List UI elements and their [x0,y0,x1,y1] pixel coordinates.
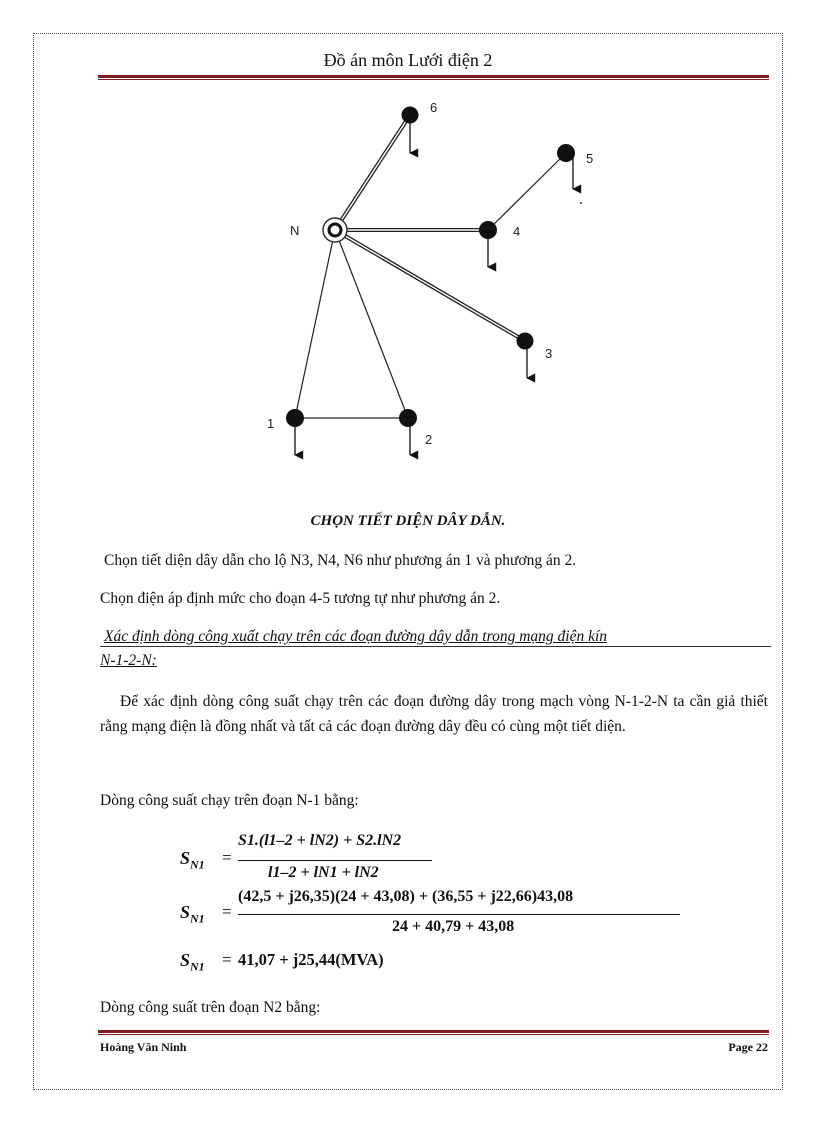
body-paragraph: Để xác định dòng công suất chạy trên các đoạn đường dây trong mạch vòng N-1-2-N ta cần giả thiết rằng mạng điện là đồng nhất và tất cả các đoạn đường dây đều có cùng một tiết diện. [100,693,768,735]
label-6: 6 [430,100,438,115]
header-rule [98,75,769,80]
node-4 [479,221,497,239]
label-1: 1 [267,416,275,431]
section-heading: CHỌN TIẾT DIỆN DÂY DẪN. [310,513,506,529]
formula-2-lhs: S [180,902,191,922]
formula-2-lhs-sub: N1 [190,911,205,926]
footer-rule [98,1030,769,1035]
subheading-line-b: N-1-2-N: [100,652,157,669]
formula-3-lhs: S [180,950,191,970]
line-4-5 [488,153,566,230]
node-2 [399,409,417,427]
node-1 [286,409,304,427]
line-n-2 [335,230,408,418]
text-line-3: Dòng công suất chạy trên đoạn N-1 bằng: [100,792,359,809]
source-node-n [323,218,347,242]
formula-2-denominator: 24 + 40,79 + 43,08 [392,918,515,935]
formula-1-denominator: l1–2 + lN1 + lN2 [268,864,379,881]
label-n: N [290,223,300,238]
subheading-rule [100,646,771,647]
node-3 [517,333,534,350]
text-line-4: Dòng công suất trên đoạn N2 bằng: [100,999,321,1016]
subheading-line-a: Xác định dòng công xuất chạy trên các đoạn đường dây dẫn trong mạng điện kín [104,628,608,645]
text-line-2: Chọn điện áp định mức cho đoạn 4-5 tương tự như phương án 2. [100,590,501,607]
label-2: 2 [425,432,433,447]
formula-1-numerator: S1.(l1–2 + lN2) + S2.lN2 [238,832,402,849]
text-line-1: Chọn tiết diện dây dẫn cho lộ N3, N4, N6 như phương án 1 và phương án 2. [104,552,577,569]
label-4: 4 [513,224,521,239]
formula-2-bar [238,914,680,915]
header-title: Đồ án môn Lưới điện 2 [323,50,493,70]
label-5: 5 [586,151,594,166]
network-diagram [240,95,594,465]
double-line-n6 [335,115,410,230]
formula-2-numerator: (42,5 + j26,35)(24 + 43,08) + (36,55 + j22,66)43,08 [238,888,574,905]
formula-1-bar [238,860,432,861]
footer-page-number: Page 22 [728,1040,768,1054]
formula-1-lhs-sub: N1 [190,857,205,872]
formula-3-lhs-sub: N1 [190,959,205,974]
footer-author: Hoàng Văn Ninh [100,1040,187,1054]
node-6 [402,107,419,124]
formula-3-rhs: 41,07 + j25,44(MVA) [238,950,384,969]
formula-1-lhs: S [180,848,191,868]
stray-dot [580,202,582,204]
double-line-n3 [335,230,525,341]
label-3: 3 [545,346,553,361]
node-5 [557,144,575,162]
line-n-1 [295,230,335,418]
